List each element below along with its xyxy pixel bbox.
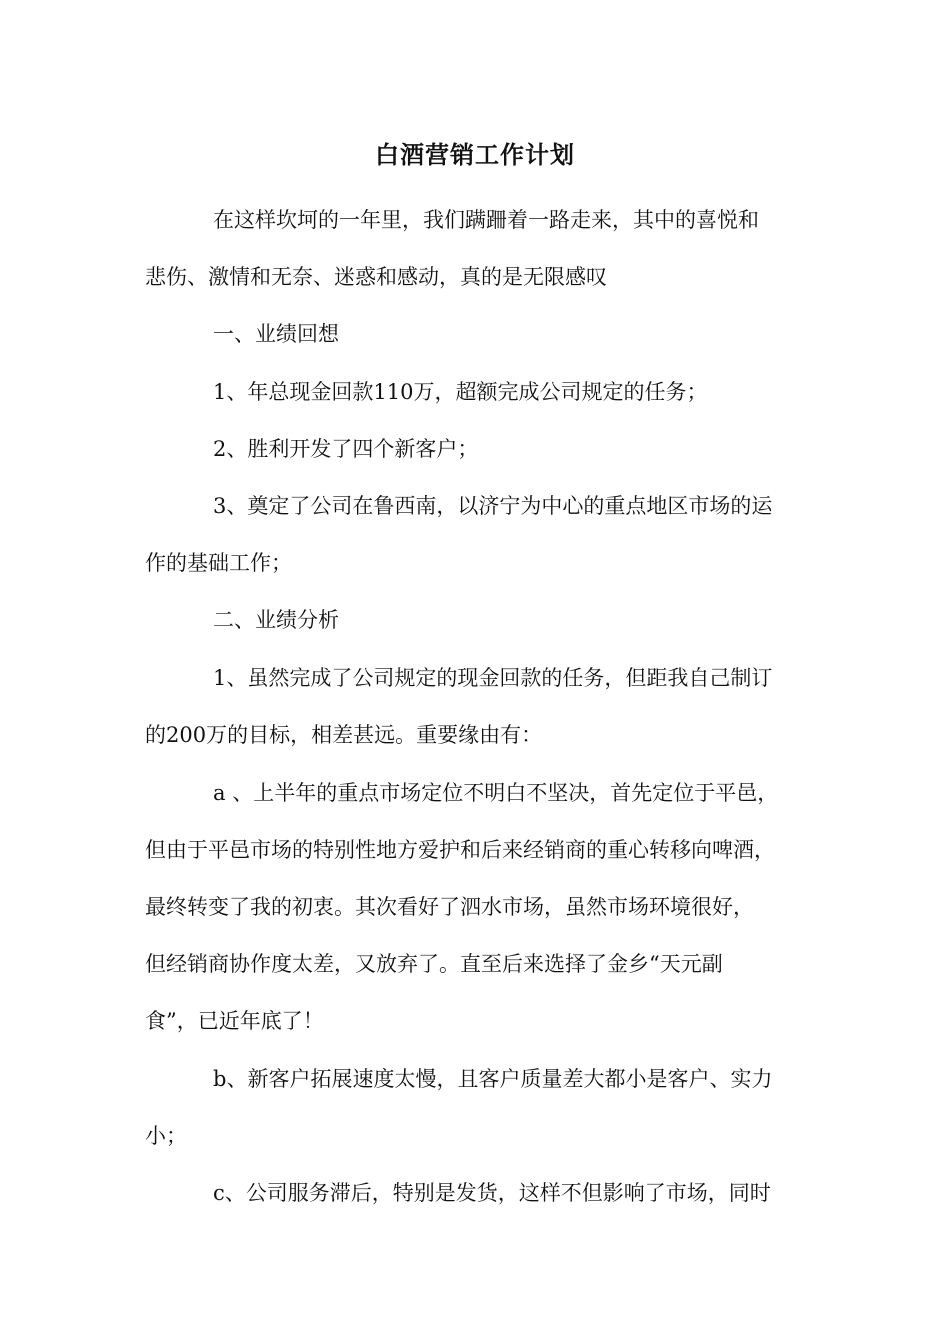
section-heading: 一、业绩回想 (213, 322, 339, 346)
paragraph-line: c、公司服务滞后，特别是发货，这样不但影响了市场，同时 (213, 1181, 771, 1205)
paragraph-line: 最终转变了我的初衷。其次看好了泗水市场，虽然市场环境很好， (145, 895, 754, 919)
paragraph-line: b、新客户拓展速度太慢，且客户质量差大都小是客户、实力 (213, 1067, 773, 1091)
paragraph-line: 悲伤、激情和无奈、迷惑和感动，真的是无限感叹 (145, 265, 607, 289)
paragraph-line: 1、虽然完成了公司规定的现金回款的任务，但距我自己制订 (213, 666, 773, 690)
paragraph-line: 但由于平邑市场的特别性地方爱护和后来经销商的重心转移向啤酒， (145, 838, 775, 862)
paragraph-line: 小； (145, 1124, 187, 1148)
paragraph-line: a 、上半年的重点市场定位不明白不坚决，首先定位于平邑， (213, 781, 779, 805)
paragraph-line: 食”，已近年底了！ (145, 1009, 324, 1033)
paragraph-line: 2、胜利开发了四个新客户； (213, 437, 479, 461)
paragraph-line: 但经销商协作度太差，又放弃了。直至后来选择了金乡“天元副 (145, 952, 723, 976)
paragraph-line: 的200万的目标，相差甚远。重要缘由有： (145, 723, 543, 747)
paragraph-line: 在这样坎坷的一年里，我们蹒跚着一路走来，其中的喜悦和 (213, 208, 759, 232)
section-heading: 二、业绩分析 (213, 608, 339, 632)
paragraph-line: 3、奠定了公司在鲁西南，以济宁为中心的重点地区市场的运 (213, 494, 773, 518)
paragraph-line: 1、年总现金回款110万，超额完成公司规定的任务； (213, 380, 708, 404)
document-title: 白酒营销工作计划 (375, 140, 575, 169)
paragraph-line: 作的基础工作； (145, 551, 292, 575)
